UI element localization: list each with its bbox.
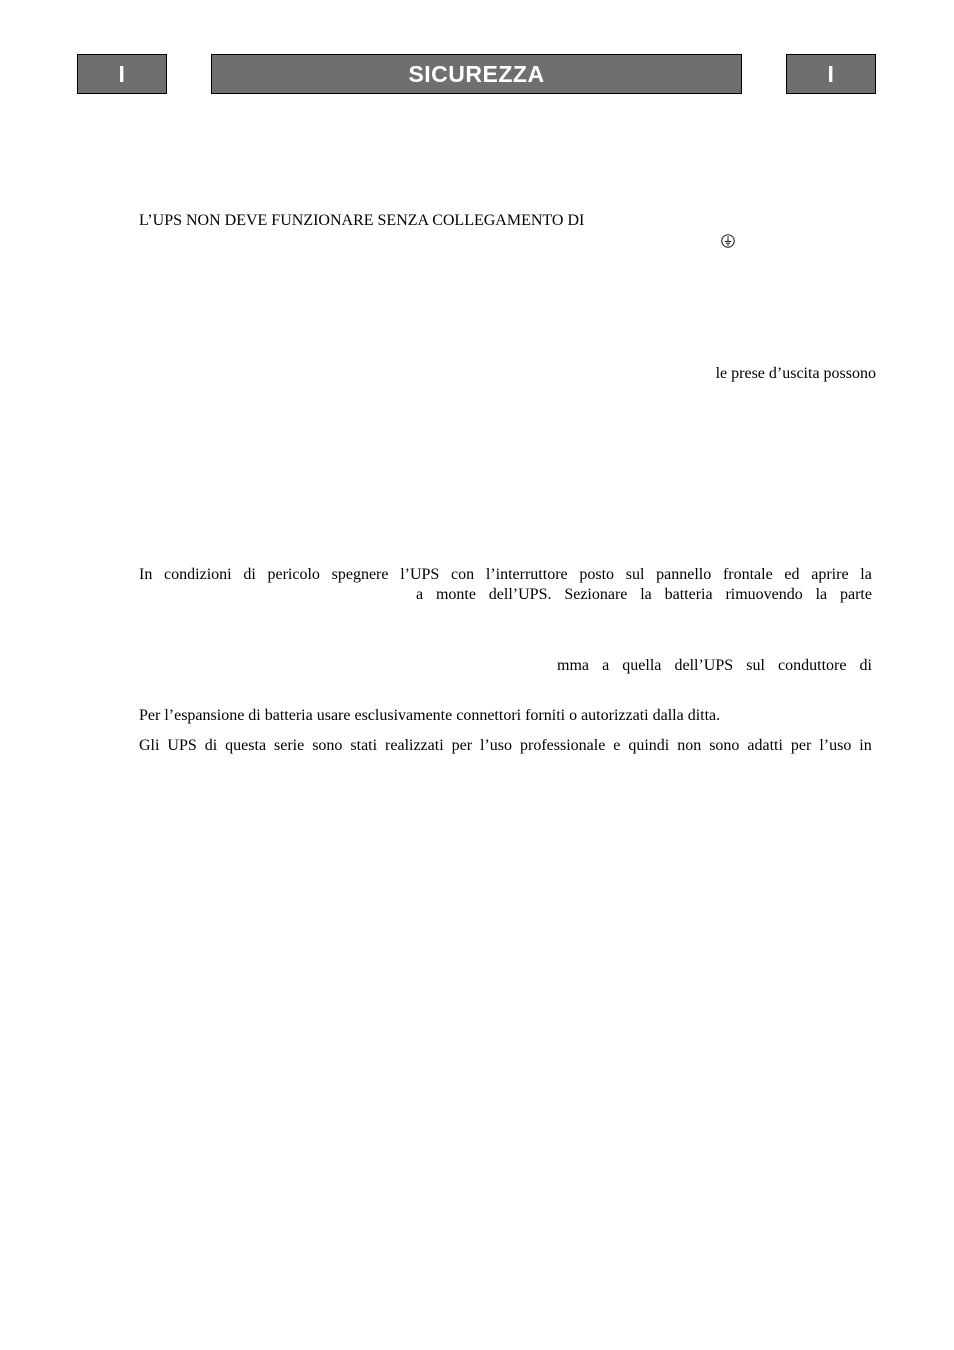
word: stati bbox=[350, 737, 378, 754]
word: a bbox=[602, 657, 610, 674]
word: rimuovendo bbox=[725, 586, 803, 603]
word: non bbox=[677, 737, 702, 754]
word: quella bbox=[622, 657, 662, 674]
word: l’interruttore bbox=[485, 566, 568, 583]
word: conduttore bbox=[778, 657, 847, 674]
word: sono bbox=[709, 737, 740, 754]
word: professionale bbox=[520, 737, 606, 754]
word: frontale bbox=[722, 566, 773, 583]
word: sono bbox=[312, 737, 343, 754]
word: dell’UPS bbox=[674, 657, 734, 674]
word: parte bbox=[840, 586, 872, 603]
word: In bbox=[139, 566, 153, 583]
word: dell’UPS. bbox=[488, 586, 552, 603]
paragraph-line-disconnect bbox=[416, 585, 872, 605]
word: sul bbox=[625, 566, 645, 583]
word: Sezionare bbox=[564, 586, 628, 603]
word: sul bbox=[746, 657, 765, 674]
word: batteria bbox=[664, 586, 713, 603]
word: realizzati bbox=[385, 737, 444, 754]
paragraph-line-professional-use bbox=[139, 736, 872, 756]
word: questa bbox=[225, 737, 267, 754]
word: di bbox=[243, 566, 256, 583]
word: l’uso bbox=[819, 737, 852, 754]
word: aprire bbox=[811, 566, 849, 583]
word: serie bbox=[274, 737, 305, 754]
word: a bbox=[416, 586, 424, 603]
word: spegnere bbox=[331, 566, 389, 583]
header-left-tab: I bbox=[77, 54, 167, 94]
header-right-tab: I bbox=[786, 54, 876, 94]
word: di bbox=[204, 737, 218, 754]
word: posto bbox=[579, 566, 615, 583]
word: in bbox=[859, 737, 872, 754]
word: la bbox=[815, 586, 828, 603]
page-title: SICUREZZA bbox=[211, 54, 742, 94]
word: e bbox=[613, 737, 621, 754]
word: la bbox=[860, 566, 872, 583]
word: UPS bbox=[167, 737, 197, 754]
word: per bbox=[451, 737, 473, 754]
word: ed bbox=[784, 566, 800, 583]
paragraph-line-ground-warning: L’UPS NON DEVE FUNZIONARE SENZA COLLEGAMENTO DI bbox=[139, 212, 585, 229]
word: con bbox=[451, 566, 475, 583]
word: mma bbox=[557, 657, 589, 674]
earth-ground-icon bbox=[721, 234, 735, 248]
paragraph-line-danger bbox=[139, 565, 872, 585]
word: quindi bbox=[628, 737, 670, 754]
paragraph-line-battery-expansion: Per l’espansione di batteria usare esclusivamente connettori forniti o autorizzati dalla ditta. bbox=[139, 707, 721, 724]
word: per bbox=[790, 737, 812, 754]
word: di bbox=[859, 657, 872, 674]
word: monte bbox=[435, 586, 476, 603]
word: pannello bbox=[656, 566, 712, 583]
word: l’UPS bbox=[400, 566, 440, 583]
word: pericolo bbox=[267, 566, 320, 583]
word: adatti bbox=[747, 737, 783, 754]
paragraph-line-output-sockets: le prese d’uscita possono bbox=[715, 365, 876, 382]
word: Gli bbox=[139, 737, 160, 754]
word: la bbox=[640, 586, 652, 603]
paragraph-line-conductor bbox=[557, 656, 872, 676]
word: l’uso bbox=[480, 737, 513, 754]
word: condizioni bbox=[164, 566, 232, 583]
